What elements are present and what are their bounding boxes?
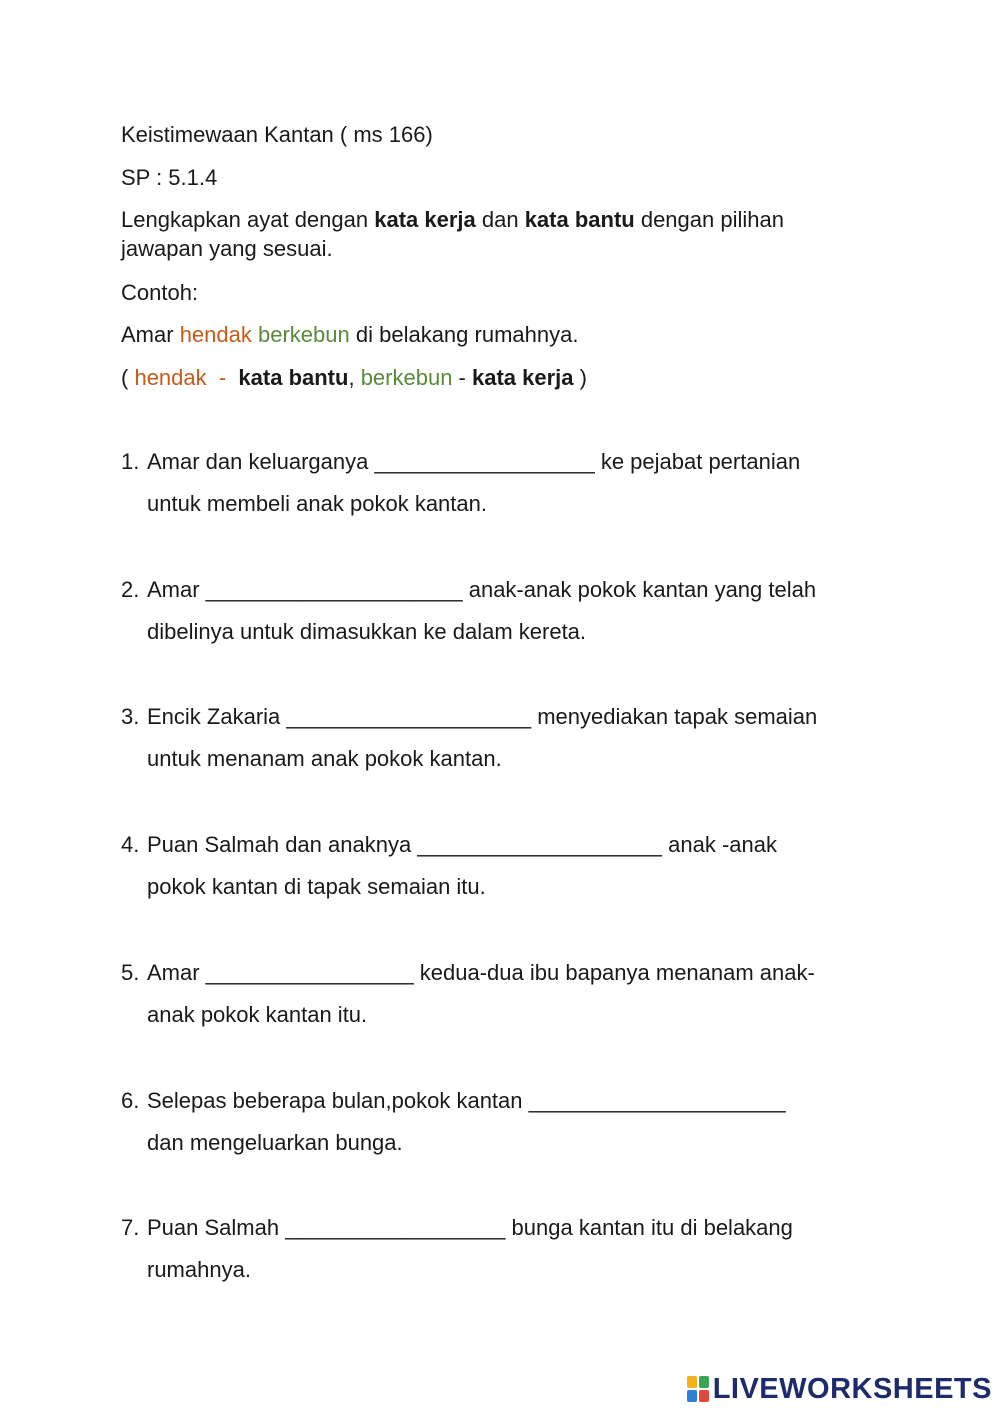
sp-code: SP : 5.1.4 (121, 165, 218, 190)
instruction-bold-kata-kerja: kata kerja (374, 207, 476, 232)
paren-close: ) (573, 365, 587, 390)
question-line-1[interactable]: Amar dan keluarganya __________________ ke pejabat pertanian (147, 449, 801, 474)
question-line-2: untuk menanam anak pokok kantan. (147, 746, 502, 771)
explanation-bantu-word: hendak - (134, 365, 227, 390)
instruction-text: Lengkapkan ayat dengan (121, 207, 375, 232)
instruction-bold-kata-bantu: kata bantu (524, 207, 635, 232)
question-line-1[interactable]: Selepas beberapa bulan,pokok kantan _____________________ (147, 1088, 786, 1113)
example-explanation (121, 364, 587, 392)
example-text: Amar (121, 322, 180, 347)
paren-open: ( (121, 365, 135, 390)
question-line-1[interactable]: Puan Salmah dan anaknya ____________________ anak -anak (147, 832, 777, 857)
question-number: 1. (121, 449, 140, 474)
question-line-1[interactable]: Amar _________________ kedua-dua ibu bapanya menanam anak- (147, 960, 815, 985)
example-word-bantu: hendak (179, 322, 252, 347)
question-line-1[interactable]: Puan Salmah __________________ bunga kantan itu di belakang (147, 1215, 793, 1240)
question-line-1[interactable]: Encik Zakaria ____________________ menyediakan tapak semaian (147, 704, 818, 729)
explanation-kerja-label: kata kerja (472, 365, 574, 390)
worksheet-title: Keistimewaan Kantan ( ms 166) (121, 122, 433, 147)
question-line-2: pokok kantan di tapak semaian itu. (147, 874, 486, 899)
question-line-1[interactable]: Amar _____________________ anak-anak pokok kantan yang telah (147, 577, 817, 602)
example-sentence (121, 321, 578, 349)
instruction-text: dan (475, 207, 525, 232)
liveworksheets-logo-icon (687, 1376, 709, 1402)
question-line-2: anak pokok kantan itu. (147, 1002, 368, 1027)
explanation-kerja-word: berkebun (360, 365, 453, 390)
question-number: 4. (121, 832, 140, 857)
instruction-line-1 (121, 206, 784, 234)
question-number: 5. (121, 960, 140, 985)
instruction-line-2: jawapan yang sesuai. (121, 236, 333, 261)
question-line-2: dan mengeluarkan bunga. (147, 1130, 403, 1155)
instruction-text: dengan pilihan (634, 207, 784, 232)
question-line-2: dibelinya untuk dimasukkan ke dalam kereta. (147, 619, 587, 644)
question-line-2: untuk membeli anak pokok kantan. (147, 491, 487, 516)
question-number: 6. (121, 1088, 140, 1113)
example-word-kerja: berkebun (258, 322, 350, 347)
explanation-bantu-label: kata bantu (238, 365, 349, 390)
question-number: 2. (121, 577, 140, 602)
question-number: 3. (121, 704, 140, 729)
question-line-2: rumahnya. (147, 1257, 251, 1282)
logo-text: LIVEWORKSHEETS (712, 1372, 992, 1405)
dash: - (452, 365, 472, 390)
example-text: di belakang rumahnya. (349, 322, 579, 347)
comma: , (348, 365, 361, 390)
liveworksheets-logo (687, 1369, 992, 1409)
example-label: Contoh: (121, 280, 199, 305)
question-number: 7. (121, 1215, 140, 1240)
